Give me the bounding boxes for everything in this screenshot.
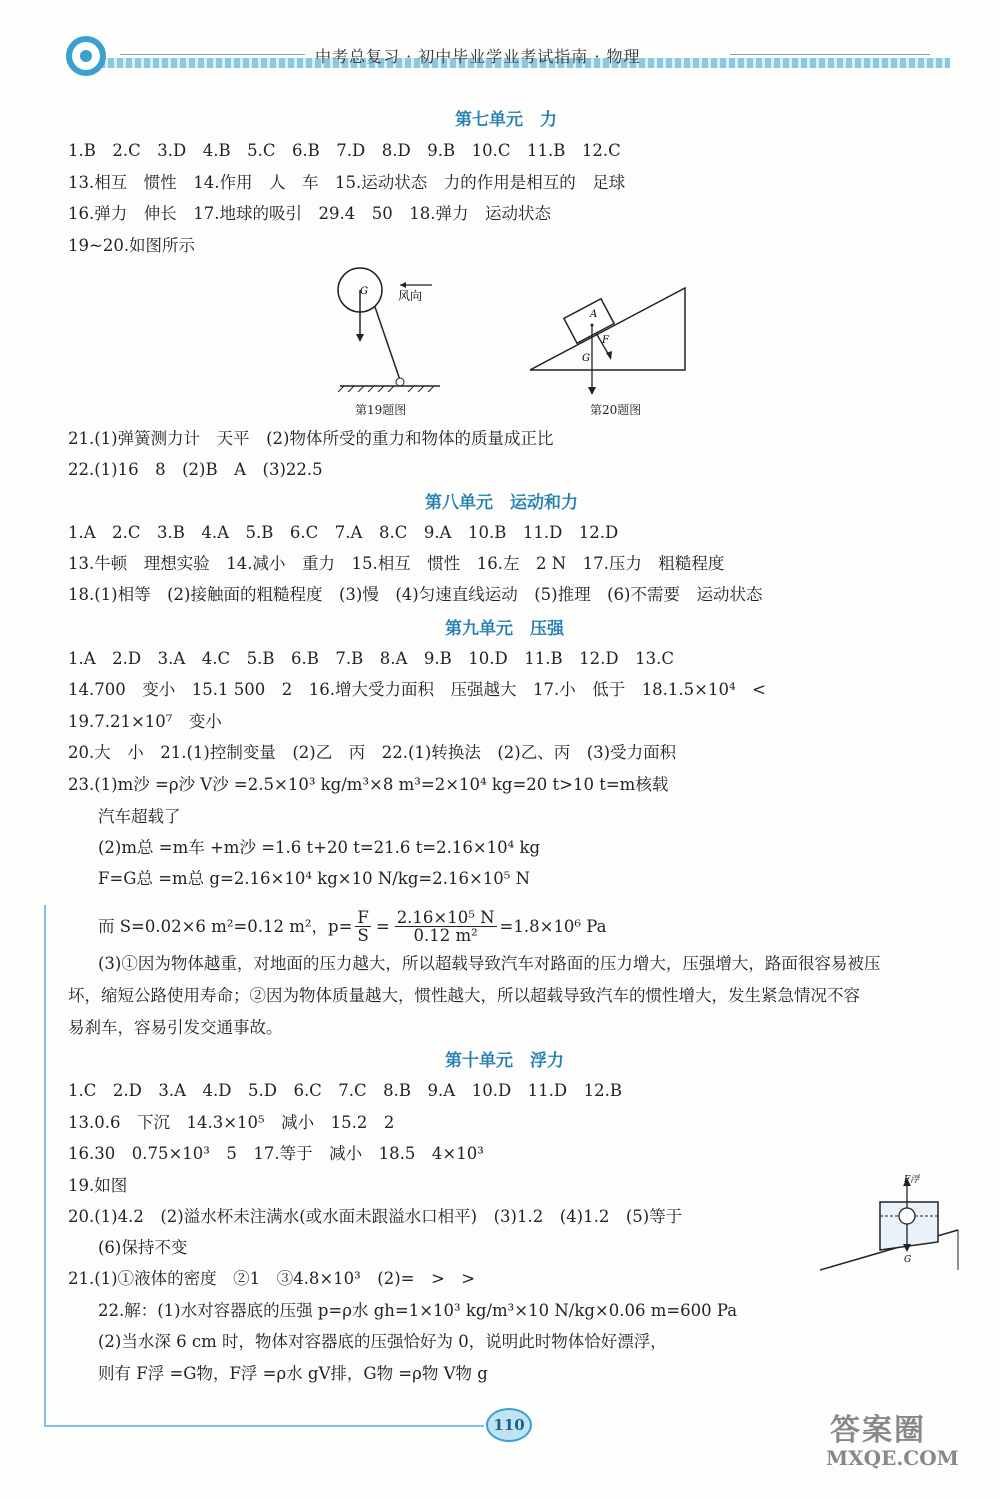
fraction-den: 0.12 m² <box>413 926 478 945</box>
figure-19-caption: 第19题图 <box>355 403 407 417</box>
fig20-label-g: G <box>582 353 590 364</box>
answer-line: 18.(1)相等 (2)接触面的粗糙程度 (3)慢 (4)匀速直线运动 (5)推理 (6)不需要 运动状态 <box>68 585 763 604</box>
answer-line: (2)m总 =m车 +m沙 =1.6 t+20 t=21.6 t=2.16×10⁴ kg <box>98 838 541 857</box>
float-label-g: G <box>904 1255 912 1265</box>
header-logo-ring <box>66 36 106 76</box>
answer-line: 13.0.6 下沉 14.3×10⁵ 减小 15.2 2 <box>68 1113 395 1132</box>
fraction-num: 2.16×10⁵ N <box>396 908 495 927</box>
fig20-label-a: A <box>590 309 598 320</box>
answer-line: 16.弹力 伸长 17.地球的吸引 29.4 50 18.弹力 运动状态 <box>68 204 551 223</box>
answer-line: 19~20.如图所示 <box>68 236 196 255</box>
left-margin-bar <box>44 905 46 1425</box>
answer-line: 则有 F浮 =G物，F浮 =ρ水 gV排，G物 =ρ物 V物 g <box>98 1364 488 1383</box>
fraction-den: S <box>357 926 369 945</box>
answer-line: (3)①因为物体越重，对地面的压力越大，所以超载导致汽车对路面的压力增大，压强增大，路面很容易被压 <box>98 954 881 973</box>
float-label-f: F浮 <box>904 1175 920 1185</box>
header-rule-left <box>120 54 305 55</box>
answer-line: 22.(1)16 8 (2)B A (3)22.5 <box>68 460 323 479</box>
answer-line: (2)当水深 6 cm 时，物体对容器底的压强恰好为 0，说明此时物体恰好漂浮， <box>98 1332 667 1351</box>
page-header <box>60 30 960 82</box>
answer-line: 20.大 小 21.(1)控制变量 (2)乙 丙 22.(1)转换法 (2)乙、丙 (3)受力面积 <box>68 743 677 762</box>
answer-line: F=G总 =m总 g=2.16×10⁴ kg×10 N/kg=2.16×10⁵ N <box>98 869 531 888</box>
section-title-unit10: 第十单元 浮力 <box>445 1051 564 1071</box>
header-rule-right <box>730 54 930 55</box>
answer-line: 坏，缩短公路使用寿命；②因为物体质量越大，惯性越大，所以超载导致汽车的惯性增大，发生紧急情况不容 <box>68 986 860 1005</box>
answer-line: 汽车超载了 <box>98 807 181 826</box>
answer-line: 1.A 2.D 3.A 4.C 5.B 6.B 7.B 8.A 9.B 10.D 11.B 12.D 13.C <box>68 649 674 668</box>
section-title-unit9: 第九单元 压强 <box>445 619 564 639</box>
section-title-unit8: 第八单元 运动和力 <box>425 493 578 513</box>
answer-line: 14.700 变小 15.1 500 2 16.增大受力面积 压强越大 17.小 低于 18.1.5×10⁴ < <box>68 680 766 699</box>
answer-line: 16.30 0.75×10³ 5 17.等于 减小 18.5 4×10³ <box>68 1144 484 1163</box>
header-title: 中考总复习 · 初中毕业学业考试指南 · 物理 <box>315 47 641 66</box>
answer-line: 21.(1)①液体的密度 ②1 ③4.8×10³ (2)= > > <box>68 1269 476 1288</box>
figure-20-caption: 第20题图 <box>590 403 642 417</box>
fraction-result: =1.8×10⁶ Pa <box>499 916 607 936</box>
bottom-rule <box>44 1425 484 1427</box>
answer-line: 1.B 2.C 3.D 4.B 5.C 6.B 7.D 8.D 9.B 10.C 11.B 12.C <box>68 141 621 160</box>
answer-line: 19.7.21×10⁷ 变小 <box>68 712 222 731</box>
answer-line: 1.A 2.C 3.B 4.A 5.B 6.C 7.A 8.C 9.A 10.B 11.D 12.D <box>68 523 619 542</box>
answer-line: (6)保持不变 <box>98 1238 188 1257</box>
answer-line: 13.牛顿 理想实验 14.减小 重力 15.相互 惯性 16.左 2 N 17.压力 粗糙程度 <box>68 554 725 573</box>
page-number: 110 <box>486 1408 532 1442</box>
section-title-unit7: 第七单元 力 <box>455 110 557 130</box>
fig19-label-g: G <box>360 286 368 297</box>
figure-19 <box>330 262 460 392</box>
answer-line: 19.如图 <box>68 1176 128 1195</box>
fraction-prefix: 而 S=0.02×6 m²=0.12 m²，p= <box>98 916 353 936</box>
answer-line-fraction: 而 S=0.02×6 m²=0.12 m²，p= $\frac{F}{S}$ = $\frac{\text{2.16×10⁵ N}}{\text{0.12 m²}}$ =1.8×10⁶ Pa <box>98 908 607 945</box>
fraction-fs <box>355 909 370 944</box>
fraction-num: F <box>357 908 369 927</box>
answer-line: 1.C 2.D 3.A 4.D 5.D 6.C 7.C 8.B 9.A 10.D 11.D 12.B <box>68 1081 623 1100</box>
watermark-url: MXQE.COM <box>826 1446 959 1470</box>
answer-line: 22.解：(1)水对容器底的压强 p=ρ水 gh=1×10³ kg/m³×10 N/kg×0.06 m=600 Pa <box>98 1301 738 1320</box>
fraction-values <box>395 909 497 944</box>
fig20-label-f: F <box>602 335 609 346</box>
answer-line: 13.相互 惯性 14.作用 人 车 15.运动状态 力的作用是相互的 足球 <box>68 173 626 192</box>
watermark-logo: 答案圈 <box>830 1413 926 1448</box>
figure-floating <box>820 1172 960 1272</box>
answer-line: 21.(1)弹簧测力计 天平 (2)物体所受的重力和物体的质量成正比 <box>68 429 554 448</box>
fig19-label-wind: 风向 <box>398 289 423 303</box>
answer-line: 易刹车，容易引发交通事故。 <box>68 1018 283 1037</box>
answer-line: 23.(1)m沙 =ρ沙 V沙 =2.5×10³ kg/m³×8 m³=2×10⁴ kg=20 t>10 t=m核载 <box>68 775 669 794</box>
figure-20 <box>530 285 690 395</box>
answer-line: 20.(1)4.2 (2)溢水杯未注满水(或水面未跟溢水口相平) (3)1.2 (4)1.2 (5)等于 <box>68 1207 683 1226</box>
